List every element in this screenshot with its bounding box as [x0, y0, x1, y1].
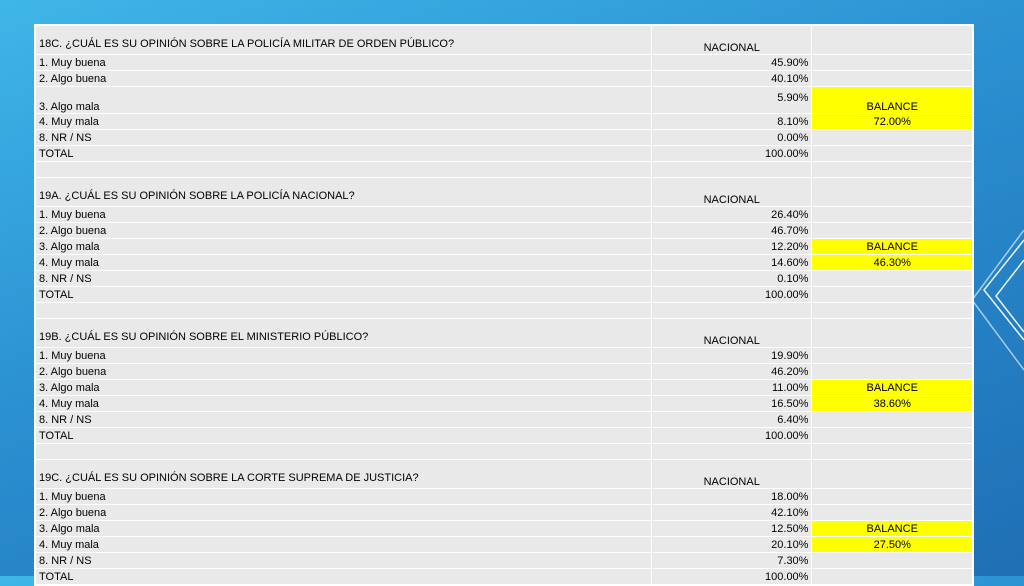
row-label: 2. Algo buena [36, 223, 652, 239]
empty-cell [812, 146, 973, 162]
row-label: 1. Muy buena [36, 489, 652, 505]
table-row [36, 130, 973, 146]
question-row [36, 460, 973, 489]
question-row [36, 26, 973, 55]
row-value: 16.50% [651, 396, 812, 412]
empty-cell [651, 444, 812, 460]
row-value: 42.10% [651, 505, 812, 521]
row-label: 8. NR / NS [36, 130, 652, 146]
row-value: 5.90% [651, 87, 812, 114]
table-row [36, 71, 973, 87]
row-value: 46.20% [651, 364, 812, 380]
empty-cell [812, 178, 973, 207]
column-header-nacional: NACIONAL [651, 460, 812, 489]
empty-cell [812, 303, 973, 319]
row-value: 0.00% [651, 130, 812, 146]
empty-cell [812, 553, 973, 569]
row-value: 20.10% [651, 537, 812, 553]
row-value: 11.00% [651, 380, 812, 396]
row-label: TOTAL [36, 287, 652, 303]
question-row [36, 178, 973, 207]
row-label: 1. Muy buena [36, 207, 652, 223]
row-label: 4. Muy mala [36, 114, 652, 130]
empty-cell [36, 162, 652, 178]
empty-cell [812, 460, 973, 489]
row-value: 46.70% [651, 223, 812, 239]
row-label: 1. Muy buena [36, 348, 652, 364]
spacer-row [36, 303, 973, 319]
row-value: 0.10% [651, 271, 812, 287]
empty-cell [812, 26, 973, 55]
column-header-nacional: NACIONAL [651, 319, 812, 348]
table-row [36, 87, 973, 114]
table-row [36, 412, 973, 428]
question-title: 19A. ¿CUÁL ES SU OPINIÓN SOBRE LA POLICÍA NACIONAL? [36, 178, 652, 207]
table-row [36, 287, 973, 303]
row-value: 26.40% [651, 207, 812, 223]
empty-cell [812, 412, 973, 428]
table-row [36, 521, 973, 537]
question-title: 19B. ¿CUÁL ES SU OPINIÓN SOBRE EL MINISTERIO PÚBLICO? [36, 319, 652, 348]
row-label: 1. Muy buena [36, 55, 652, 71]
row-value: 12.50% [651, 521, 812, 537]
column-header-nacional: NACIONAL [651, 26, 812, 55]
empty-cell [651, 162, 812, 178]
empty-cell [812, 489, 973, 505]
empty-cell [812, 71, 973, 87]
row-label: 8. NR / NS [36, 412, 652, 428]
balance-value: 72.00% [812, 114, 973, 130]
table-row [36, 239, 973, 255]
row-label: 3. Algo mala [36, 521, 652, 537]
row-value: 18.00% [651, 489, 812, 505]
data-sheet [34, 24, 974, 586]
spacer-row [36, 162, 973, 178]
row-label: 4. Muy mala [36, 396, 652, 412]
question-title: 19C. ¿CUÁL ES SU OPINIÓN SOBRE LA CORTE SUPREMA DE JUSTICIA? [36, 460, 652, 489]
table-row [36, 364, 973, 380]
balance-label: BALANCE [812, 239, 973, 255]
table-row [36, 553, 973, 569]
empty-cell [812, 55, 973, 71]
empty-cell [36, 303, 652, 319]
row-value: 14.60% [651, 255, 812, 271]
table-row [36, 271, 973, 287]
row-label: 3. Algo mala [36, 239, 652, 255]
table-row [36, 396, 973, 412]
row-value: 100.00% [651, 287, 812, 303]
row-label: 4. Muy mala [36, 537, 652, 553]
row-value: 45.90% [651, 55, 812, 71]
table-row [36, 505, 973, 521]
spacer-row [36, 444, 973, 460]
empty-cell [812, 287, 973, 303]
balance-value: 46.30% [812, 255, 973, 271]
row-value: 7.30% [651, 553, 812, 569]
empty-cell [36, 444, 652, 460]
row-label: 2. Algo buena [36, 364, 652, 380]
row-value: 100.00% [651, 428, 812, 444]
empty-cell [812, 130, 973, 146]
row-label: TOTAL [36, 569, 652, 585]
question-title: 18C. ¿CUÁL ES SU OPINIÓN SOBRE LA POLICÍA MILITAR DE ORDEN PÚBLICO? [36, 26, 652, 55]
row-label: TOTAL [36, 428, 652, 444]
balance-value: 27.50% [812, 537, 973, 553]
table-row [36, 223, 973, 239]
balance-label: BALANCE [812, 380, 973, 396]
table-row [36, 207, 973, 223]
row-value: 100.00% [651, 146, 812, 162]
row-label: 2. Algo buena [36, 505, 652, 521]
row-value: 6.40% [651, 412, 812, 428]
row-label: 8. NR / NS [36, 553, 652, 569]
table-row [36, 255, 973, 271]
row-label: 3. Algo mala [36, 87, 652, 114]
table-row [36, 489, 973, 505]
table-row [36, 569, 973, 585]
row-value: 12.20% [651, 239, 812, 255]
empty-cell [812, 505, 973, 521]
empty-cell [812, 271, 973, 287]
row-label: 3. Algo mala [36, 380, 652, 396]
empty-cell [812, 319, 973, 348]
empty-cell [812, 364, 973, 380]
empty-cell [812, 162, 973, 178]
empty-cell [651, 303, 812, 319]
balance-label: BALANCE [812, 87, 973, 114]
question-row [36, 319, 973, 348]
empty-cell [812, 207, 973, 223]
row-label: 8. NR / NS [36, 271, 652, 287]
row-value: 8.10% [651, 114, 812, 130]
empty-cell [812, 223, 973, 239]
row-value: 19.90% [651, 348, 812, 364]
row-value: 40.10% [651, 71, 812, 87]
empty-cell [812, 428, 973, 444]
table-row [36, 146, 973, 162]
table-row [36, 428, 973, 444]
row-label: 4. Muy mala [36, 255, 652, 271]
empty-cell [812, 348, 973, 364]
table-row [36, 537, 973, 553]
table-row [36, 348, 973, 364]
balance-label: BALANCE [812, 521, 973, 537]
table-row [36, 380, 973, 396]
table-row [36, 55, 973, 71]
empty-cell [812, 444, 973, 460]
row-label: 2. Algo buena [36, 71, 652, 87]
balance-value: 38.60% [812, 396, 973, 412]
column-header-nacional: NACIONAL [651, 178, 812, 207]
row-value: 100.00% [651, 569, 812, 585]
opinion-table [35, 25, 973, 585]
table-row [36, 114, 973, 130]
empty-cell [812, 569, 973, 585]
row-label: TOTAL [36, 146, 652, 162]
